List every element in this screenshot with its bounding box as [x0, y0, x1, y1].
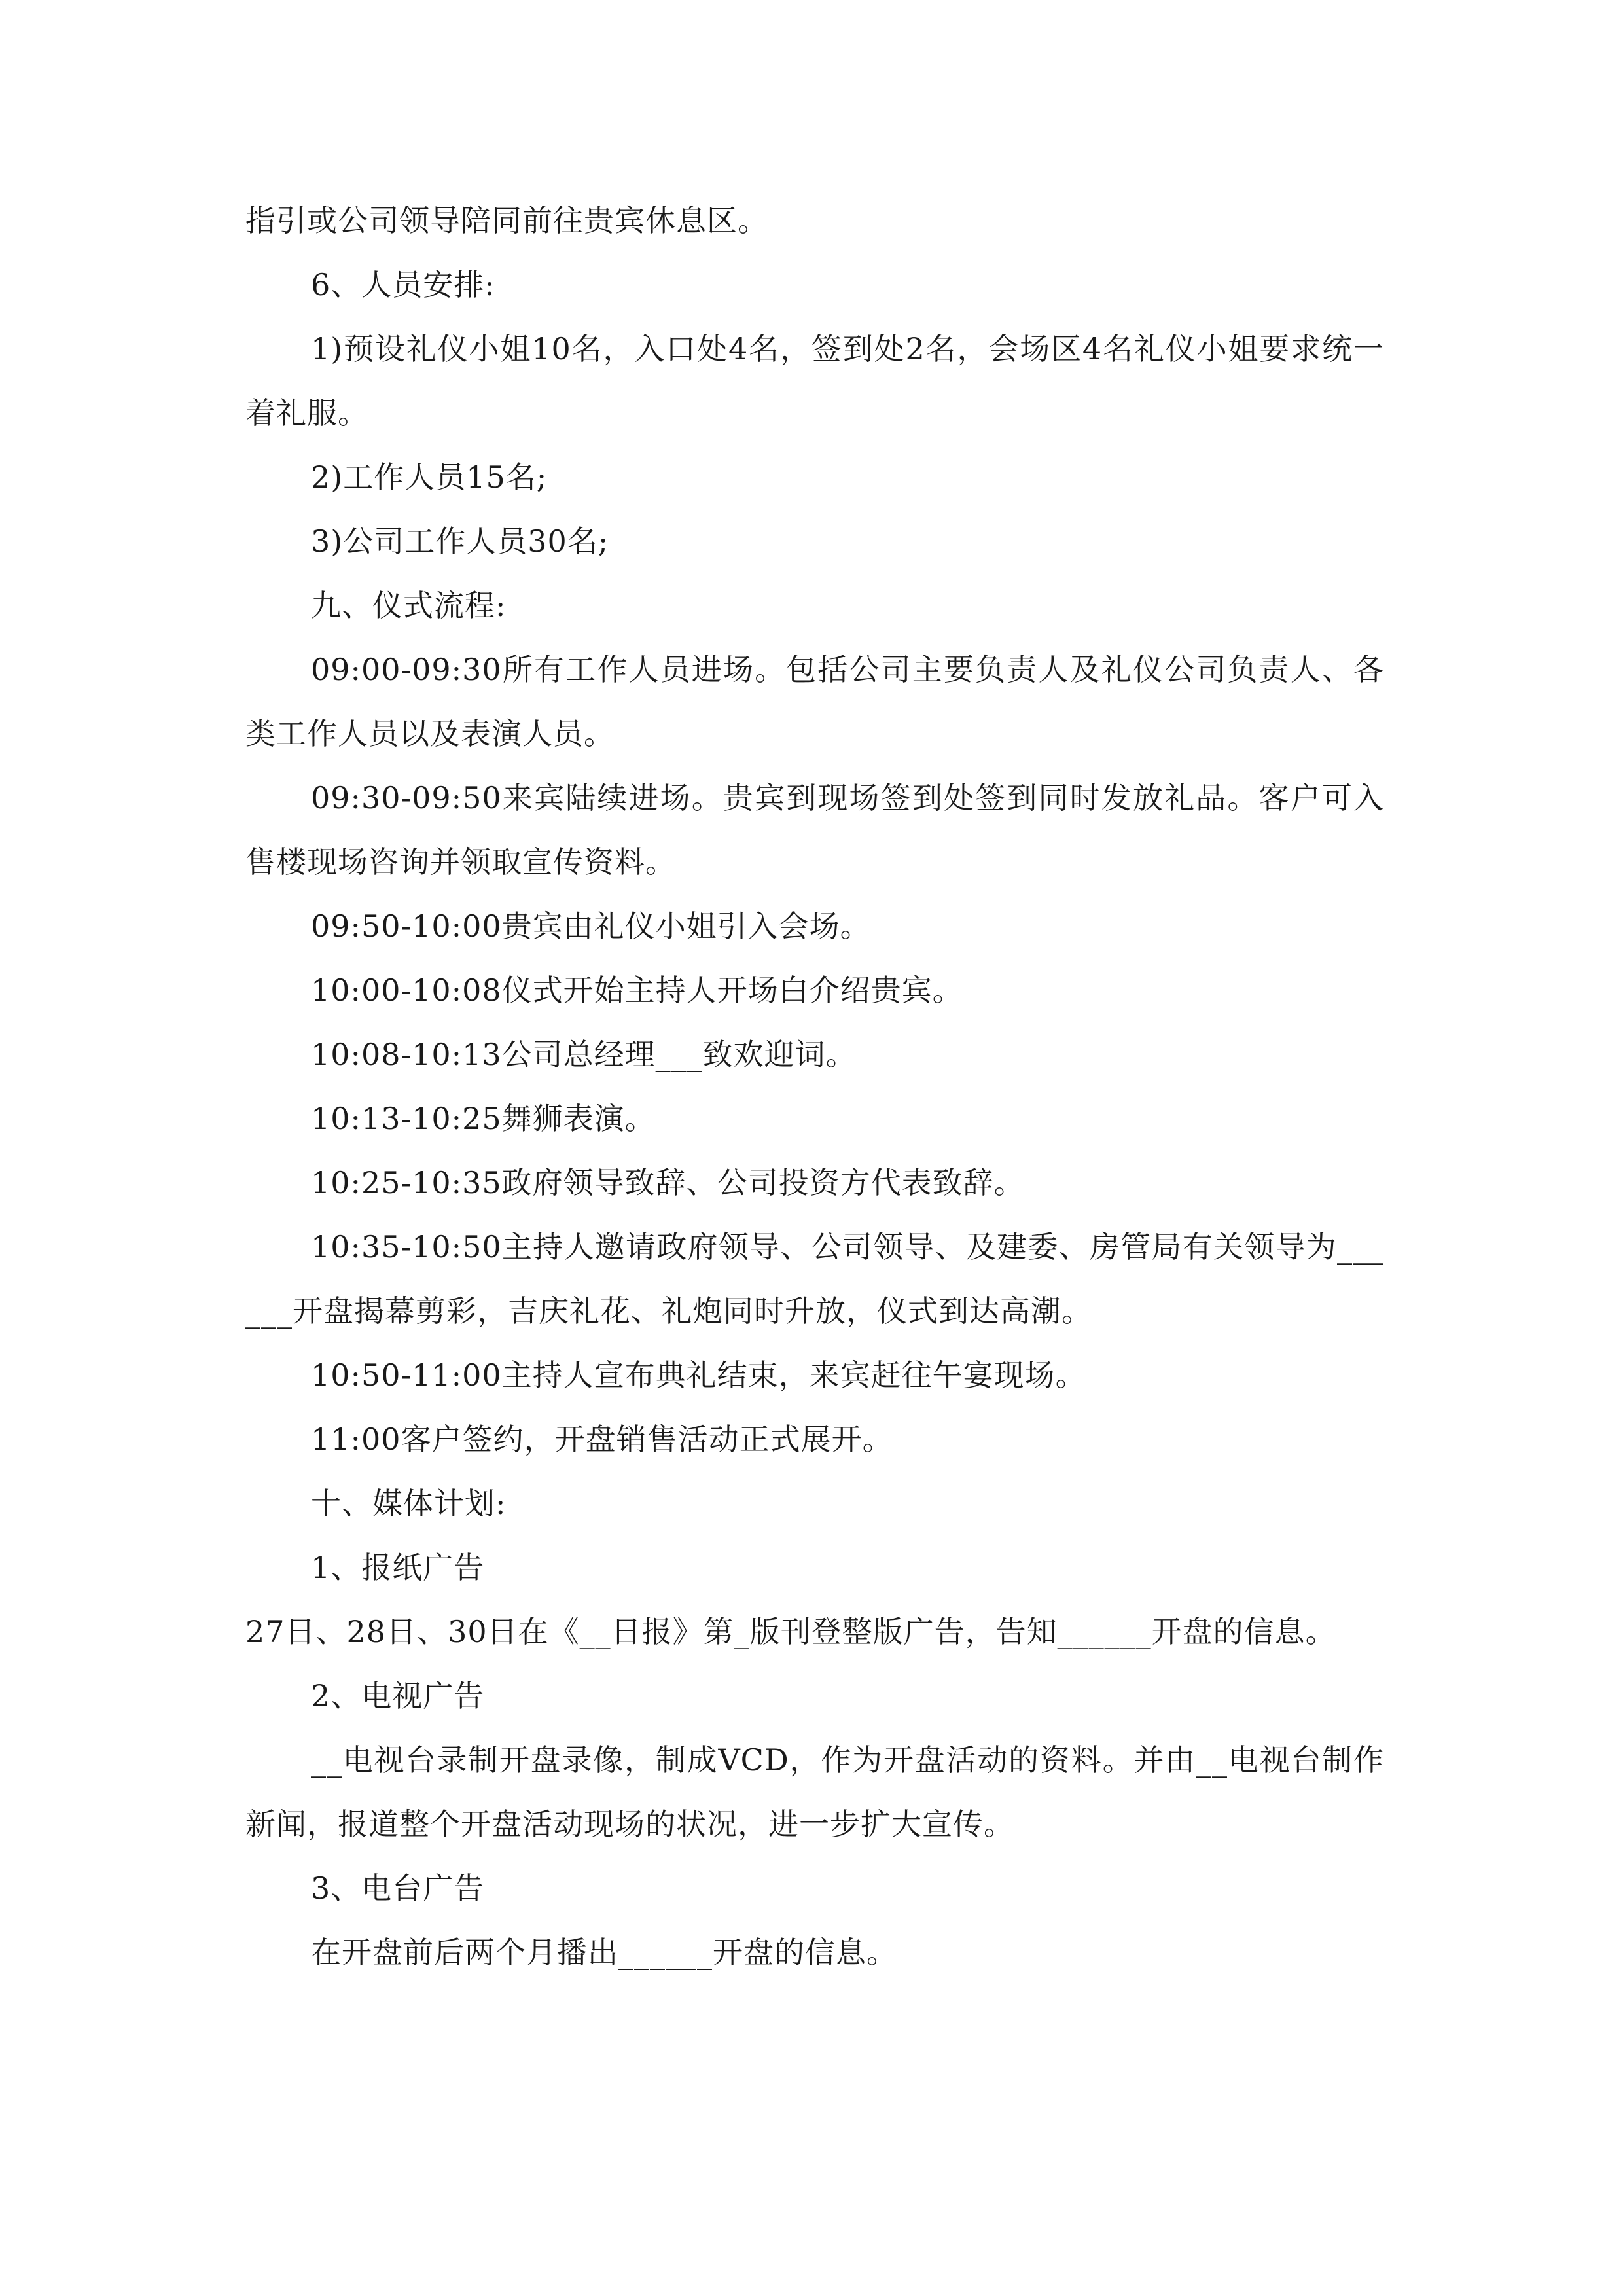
paragraph: 27日、28日、30日在《__日报》第_版刊登整版广告，告知______开盘的信息。: [245, 1614, 1336, 1649]
subsection-heading: 3、电台广告: [311, 1871, 485, 1906]
paragraph: 在开盘前后两个月播出______开盘的信息。: [311, 1935, 897, 1970]
schedule-item: 09:30-09:50来宾陆续进场。贵宾到现场签到处签到同时发放礼品。客户可入售楼现场咨询并领取宣传资料。: [245, 780, 1384, 880]
paragraph: 3)公司工作人员30名;: [311, 524, 609, 559]
subsection-heading: 1、报纸广告: [311, 1550, 485, 1585]
paragraph: 2)工作人员15名;: [311, 459, 548, 495]
paragraph: 指引或公司领导陪同前往贵宾休息区。: [245, 203, 768, 238]
document-body: [245, 188, 1384, 1984]
schedule-item: 10:25-10:35政府领导致辞、公司投资方代表致辞。: [311, 1165, 1025, 1200]
schedule-item: 11:00客户签约，开盘销售活动正式展开。: [311, 1422, 893, 1457]
schedule-item: 10:00-10:08仪式开始主持人开场白介绍贵宾。: [311, 973, 963, 1008]
schedule-item: 09:00-09:30所有工作人员进场。包括公司主要负责人及礼仪公司负责人、各类工作人员以及表演人员。: [245, 652, 1384, 751]
schedule-item: 10:50-11:00主持人宣布典礼结束，来宾赶往午宴现场。: [311, 1357, 1086, 1393]
schedule-item: 10:08-10:13公司总经理___致欢迎词。: [311, 1037, 857, 1072]
section-heading: 十、媒体计划:: [311, 1486, 507, 1521]
subsection-heading: 2、电视广告: [311, 1678, 485, 1713]
section-heading: 6、人员安排:: [311, 267, 495, 302]
paragraph: __电视台录制开盘录像，制成VCD，作为开盘活动的资料。并由__电视台制作新闻，报道整个开盘活动现场的状况，进一步扩大宣传。: [245, 1742, 1384, 1842]
schedule-item: 10:13-10:25舞狮表演。: [311, 1101, 656, 1136]
section-heading: 九、仪式流程:: [311, 588, 507, 623]
schedule-item: 10:35-10:50主持人邀请政府领导、公司领导、及建委、房管局有关领导为______开盘揭幕剪彩，吉庆礼花、礼炮同时升放，仪式到达高潮。: [245, 1229, 1384, 1329]
schedule-item: 09:50-10:00贵宾由礼仪小姐引入会场。: [311, 908, 871, 944]
paragraph: 1)预设礼仪小姐10名，入口处4名，签到处2名，会场区4名礼仪小姐要求统一着礼服。: [245, 331, 1384, 431]
